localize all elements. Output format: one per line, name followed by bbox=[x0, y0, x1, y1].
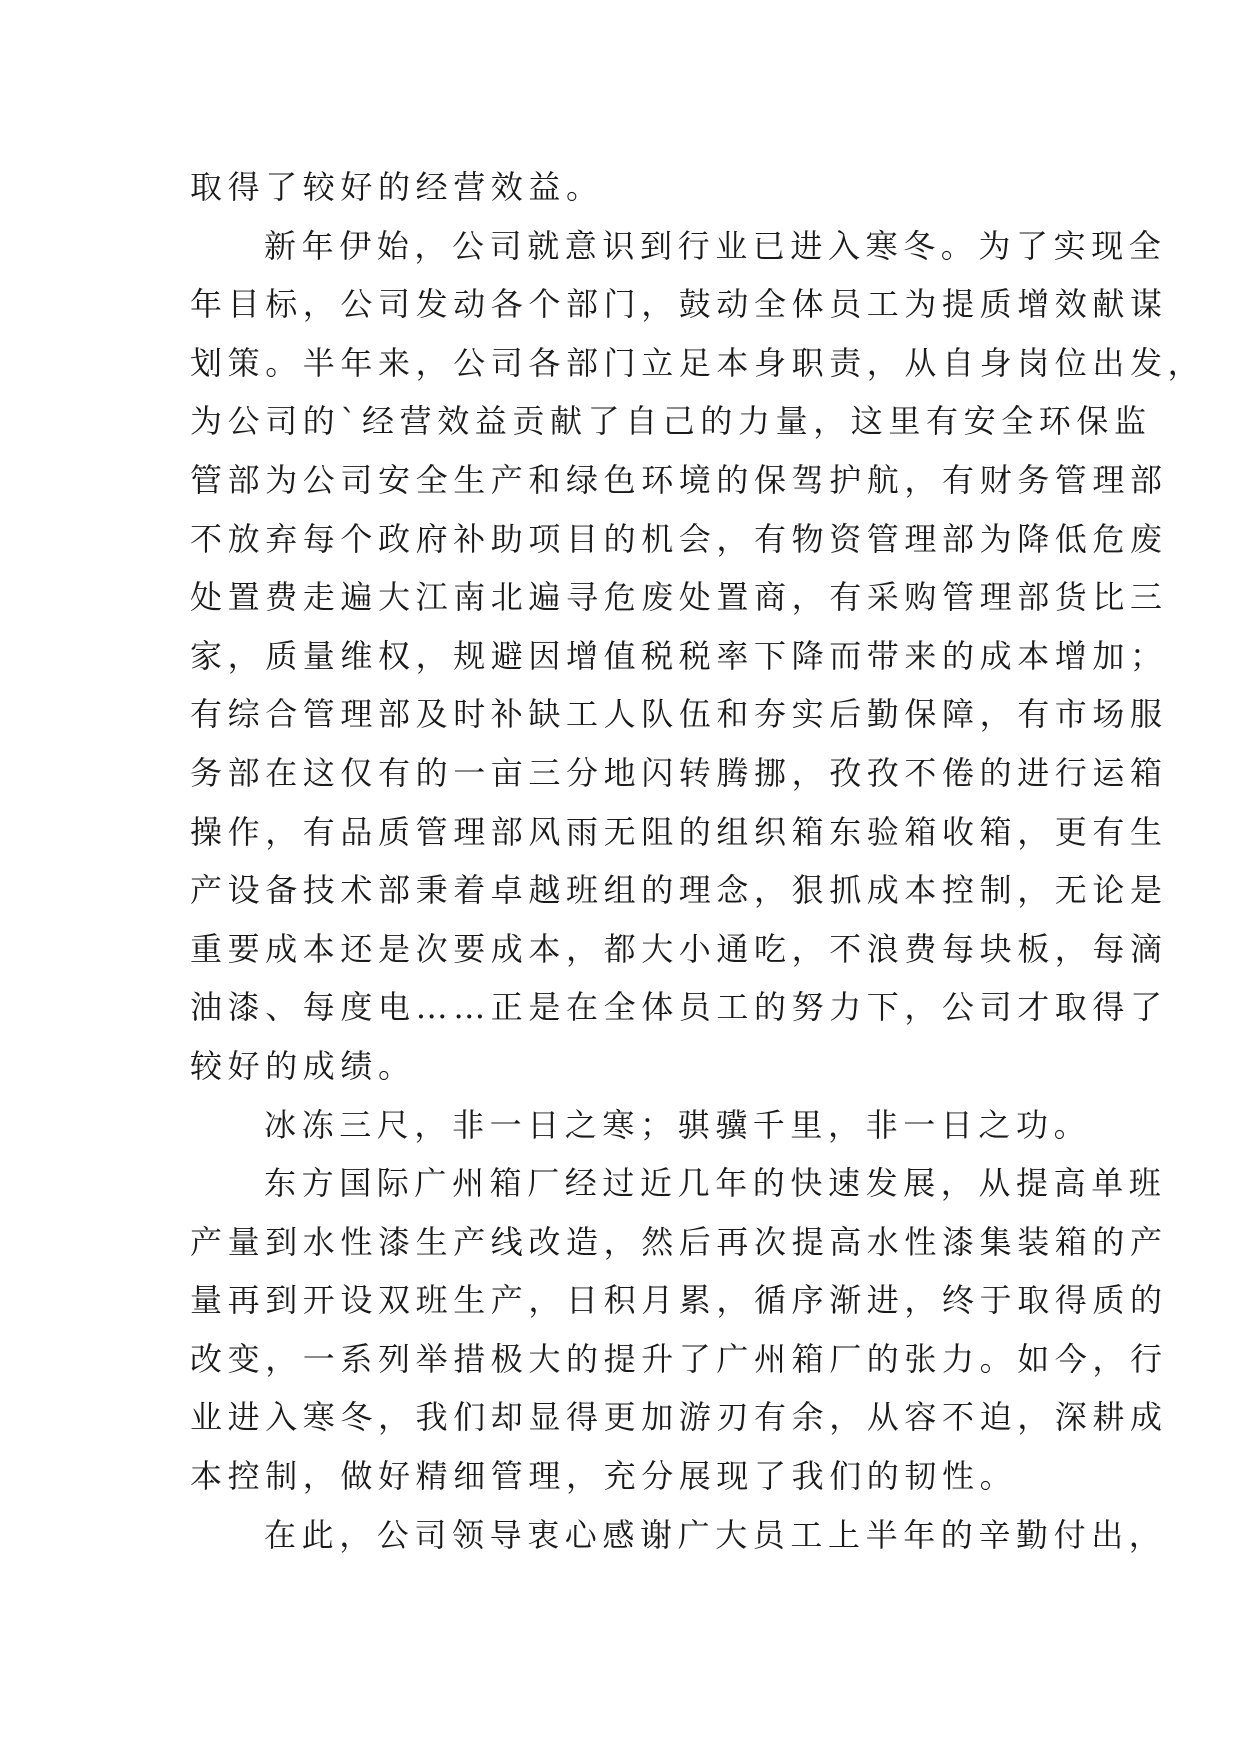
text-line: 不放弃每个政府补助项目的机会，有物资管理部为降低危废 bbox=[190, 519, 1168, 558]
text-line: 产量到水性漆生产线改造，然后再次提高水性漆集装箱的产 bbox=[190, 1222, 1168, 1261]
text-line: 改变，一系列举措极大的提升了广州箱厂的张力。如今，行 bbox=[190, 1339, 1168, 1378]
text-line: 为公司的`经营效益贡献了自己的力量，这里有安全环保监 bbox=[190, 402, 1152, 441]
text-line: 本控制，做好精细管理，充分展现了我们的韧性。 bbox=[190, 1457, 1018, 1496]
text-line: 管部为公司安全生产和绿色环境的保驾护航，有财务管理部 bbox=[190, 460, 1168, 499]
text-line: 年目标，公司发动各个部门，鼓动全体员工为提质增效献谋 bbox=[190, 285, 1168, 324]
text-line: 较好的成绩。 bbox=[190, 1046, 416, 1085]
text-line: 操作，有品质管理部风雨无阻的组织箱东验箱收箱，更有生 bbox=[190, 812, 1168, 851]
text-line: 务部在这仅有的一亩三分地闪转腾挪，孜孜不倦的进行运箱 bbox=[190, 753, 1168, 792]
text-line: 业进入寒冬，我们却显得更加游刃有余，从容不迫，深耕成 bbox=[190, 1398, 1168, 1437]
text-line: 在此，公司领导衷心感谢广大员工上半年的辛勤付出， bbox=[264, 1515, 1167, 1554]
text-line: 有综合管理部及时补缺工人队伍和夯实后勤保障，有市场服 bbox=[190, 695, 1168, 734]
text-line: 量再到开设双班生产，日积月累，循序渐进，终于取得质的 bbox=[190, 1281, 1168, 1320]
text-line: 处置费走遍大江南北遍寻危废处置商，有采购管理部货比三 bbox=[190, 578, 1168, 617]
text-line: 新年伊始，公司就意识到行业已进入寒冬。为了实现全 bbox=[264, 226, 1167, 265]
text-line: 东方国际广州箱厂经过近几年的快速发展，从提高单班 bbox=[264, 1164, 1167, 1203]
text-line: 冰冻三尺，非一日之寒；骐骥千里，非一日之功。 bbox=[264, 1105, 1092, 1144]
text-line: 油漆、每度电……正是在全体员工的努力下，公司才取得了 bbox=[190, 988, 1168, 1027]
text-line: 划策。半年来，公司各部门立足本身职责，从自身岗位出发， bbox=[190, 343, 1206, 382]
text-line: 产设备技术部秉着卓越班组的理念，狠抓成本控制，无论是 bbox=[190, 871, 1168, 910]
text-line: 重要成本还是次要成本，都大小通吃，不浪费每块板，每滴 bbox=[190, 929, 1168, 968]
document-body bbox=[190, 158, 1206, 1564]
text-line: 取得了较好的经营效益。 bbox=[190, 168, 604, 206]
text-line: 家，质量维权，规避因增值税税率下降而带来的成本增加； bbox=[190, 636, 1168, 675]
